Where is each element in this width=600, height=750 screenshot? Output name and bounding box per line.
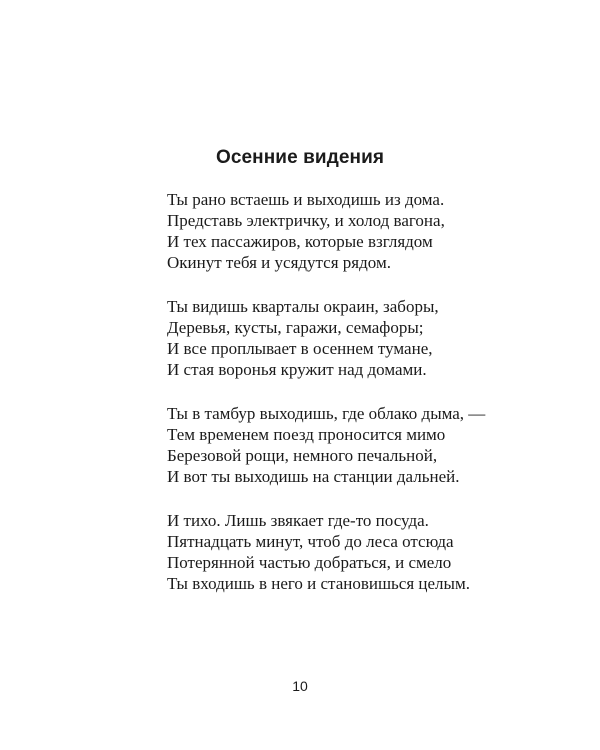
- poem-line: Ты рано встаешь и выходишь из дома.: [167, 190, 445, 209]
- poem-line: Потерянной частью добраться, и смело: [167, 553, 452, 572]
- stanza-4: [167, 510, 487, 594]
- poem-line: Тем временем поезд проносится мимо: [167, 425, 446, 444]
- poem-line: И все проплывает в осеннем тумане,: [167, 339, 433, 358]
- poem-body: [167, 189, 487, 617]
- poem-line: Пятнадцать минут, чтоб до леса отсюда: [167, 532, 454, 551]
- poem-line: Окинут тебя и усядутся рядом.: [167, 253, 391, 272]
- poem-line: Ты в тамбур выходишь, где облако дыма, —: [167, 404, 486, 423]
- poem-line: Представь электричку, и холод вагона,: [167, 211, 445, 230]
- stanza-1: [167, 189, 487, 273]
- poem-line: И вот ты выходишь на станции дальней.: [167, 467, 460, 486]
- poem-line: Березовой рощи, немного печальной,: [167, 446, 438, 465]
- stanza-3: [167, 403, 487, 487]
- poem-line: Ты видишь кварталы окраин, заборы,: [167, 297, 439, 316]
- poem-line: И стая воронья кружит над домами.: [167, 360, 427, 379]
- poem-title: Осенние видения: [215, 147, 385, 168]
- page-number: 10: [292, 678, 308, 694]
- poem-line: И тихо. Лишь звякает где-то посуда.: [167, 511, 429, 530]
- poem-line: И тех пассажиров, которые взглядом: [167, 232, 433, 251]
- stanza-2: [167, 296, 487, 380]
- poem-line: Ты входишь в него и становишься целым.: [167, 574, 470, 593]
- poem-line: Деревья, кусты, гаражи, семафоры;: [167, 318, 424, 337]
